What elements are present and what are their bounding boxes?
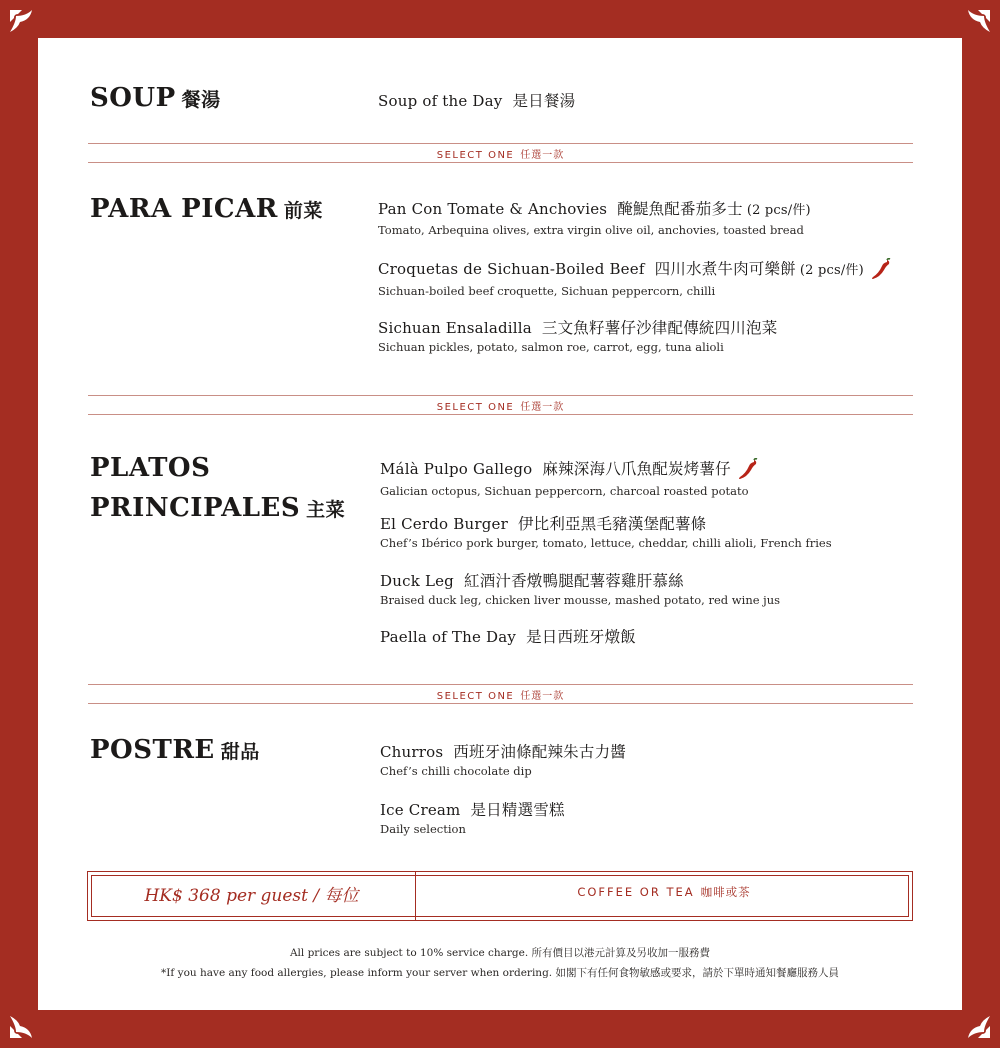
- item-name: Ice Cream 是日精選雪糕: [380, 801, 565, 819]
- item-name: El Cerdo Burger 伊比利亞黑毛豬漢堡配薯條: [380, 515, 707, 533]
- coffee-or-tea: COFFEE OR TEA 咖啡或茶: [577, 885, 751, 899]
- item-description: Tomato, Arbequina olives, extra virgin olive oil, anchovies, toasted bread: [378, 223, 804, 237]
- item-name: Pan Con Tomate & Anchovies 醃鯷魚配番茄多士 (2 pcs/件): [378, 200, 811, 218]
- item-name: Sichuan Ensaladilla 三文魚籽薯仔沙律配傳統四川泡菜: [378, 319, 778, 337]
- section-heading-postre: [90, 730, 260, 772]
- service-charge-note: All prices are subject to 10% service charge. 所有價目以港元計算及另收加一服務費: [289, 947, 711, 959]
- chili-pepper-icon: [737, 458, 759, 482]
- menu-item: [378, 258, 892, 299]
- item-name: Paella of The Day 是日西班牙燉飯: [380, 628, 636, 646]
- corner-ornament-icon: [8, 1014, 34, 1040]
- menu-item: [378, 199, 811, 238]
- item-description: Chef’s chilli chocolate dip: [380, 764, 532, 778]
- section-title-zh: 主菜: [306, 499, 346, 521]
- menu-item: [380, 514, 832, 551]
- menu-item: [378, 318, 777, 355]
- select-one-label: SELECT ONE: [436, 402, 515, 413]
- select-one-label-zh: 任選一款: [520, 691, 565, 702]
- select-one-divider: [88, 143, 913, 163]
- select-one-label: SELECT ONE: [436, 150, 515, 161]
- section-heading-platos: [90, 448, 345, 530]
- corner-ornament-icon: [966, 8, 992, 34]
- item-name: Duck Leg 紅酒汁香燉鴨腿配薯蓉雞肝慕絲: [380, 572, 684, 590]
- item-name: Málà Pulpo Gallego 麻辣深海八爪魚配炭烤薯仔: [380, 458, 759, 482]
- select-one-label-zh: 任選一款: [520, 402, 565, 413]
- menu-item: [380, 800, 565, 837]
- item-description: Daily selection: [380, 822, 466, 836]
- menu-item: [380, 742, 626, 779]
- price-per-guest: HK$ 368 per guest / 每位: [144, 886, 359, 906]
- menu-item: [380, 458, 759, 499]
- item-name: Churros 西班牙油條配辣朱古力醬: [380, 743, 626, 761]
- menu-item: [378, 91, 575, 111]
- section-title: PRINCIPALES: [90, 493, 301, 523]
- select-one-label: SELECT ONE: [436, 691, 515, 702]
- section-title: PLATOS: [90, 453, 211, 483]
- item-name: Soup of the Day 是日餐湯: [378, 92, 576, 110]
- item-name: Croquetas de Sichuan-Boiled Beef 四川水煮牛肉可樂餅 (2 pcs/件): [378, 258, 892, 282]
- item-description: Sichuan pickles, potato, salmon roe, carrot, egg, tuna alioli: [378, 340, 724, 354]
- corner-ornament-icon: [8, 8, 34, 34]
- item-description: Braised duck leg, chicken liver mousse, mashed potato, red wine jus: [380, 593, 781, 607]
- section-heading-para-picar: [90, 189, 323, 231]
- chili-pepper-icon: [870, 258, 892, 282]
- menu-item: [380, 571, 780, 608]
- select-one-divider: [88, 395, 913, 415]
- select-one-divider: [88, 684, 913, 704]
- allergy-note: *If you have any food allergies, please inform your server when ordering. 如閣下有任何食物敏感或要求，請於下單時通知餐廳服務人員: [161, 967, 839, 979]
- section-title: SOUP: [90, 83, 176, 113]
- select-one-label-zh: 任選一款: [520, 150, 565, 161]
- price-box: [87, 871, 913, 921]
- item-description: Sichuan-boiled beef croquette, Sichuan peppercorn, chilli: [378, 284, 716, 298]
- section-heading-soup: [90, 78, 221, 120]
- section-title-zh: 餐湯: [181, 89, 221, 111]
- section-title-zh: 甜品: [220, 741, 260, 763]
- section-title: PARA PICAR: [90, 194, 278, 224]
- item-description: Galician octopus, Sichuan peppercorn, charcoal roasted potato: [380, 484, 749, 498]
- menu-item: [380, 627, 636, 647]
- section-title: POSTRE: [90, 735, 215, 765]
- section-title-zh: 前菜: [283, 200, 323, 222]
- corner-ornament-icon: [966, 1014, 992, 1040]
- item-description: Chef’s Ibérico pork burger, tomato, lettuce, cheddar, chilli alioli, French fries: [380, 536, 832, 550]
